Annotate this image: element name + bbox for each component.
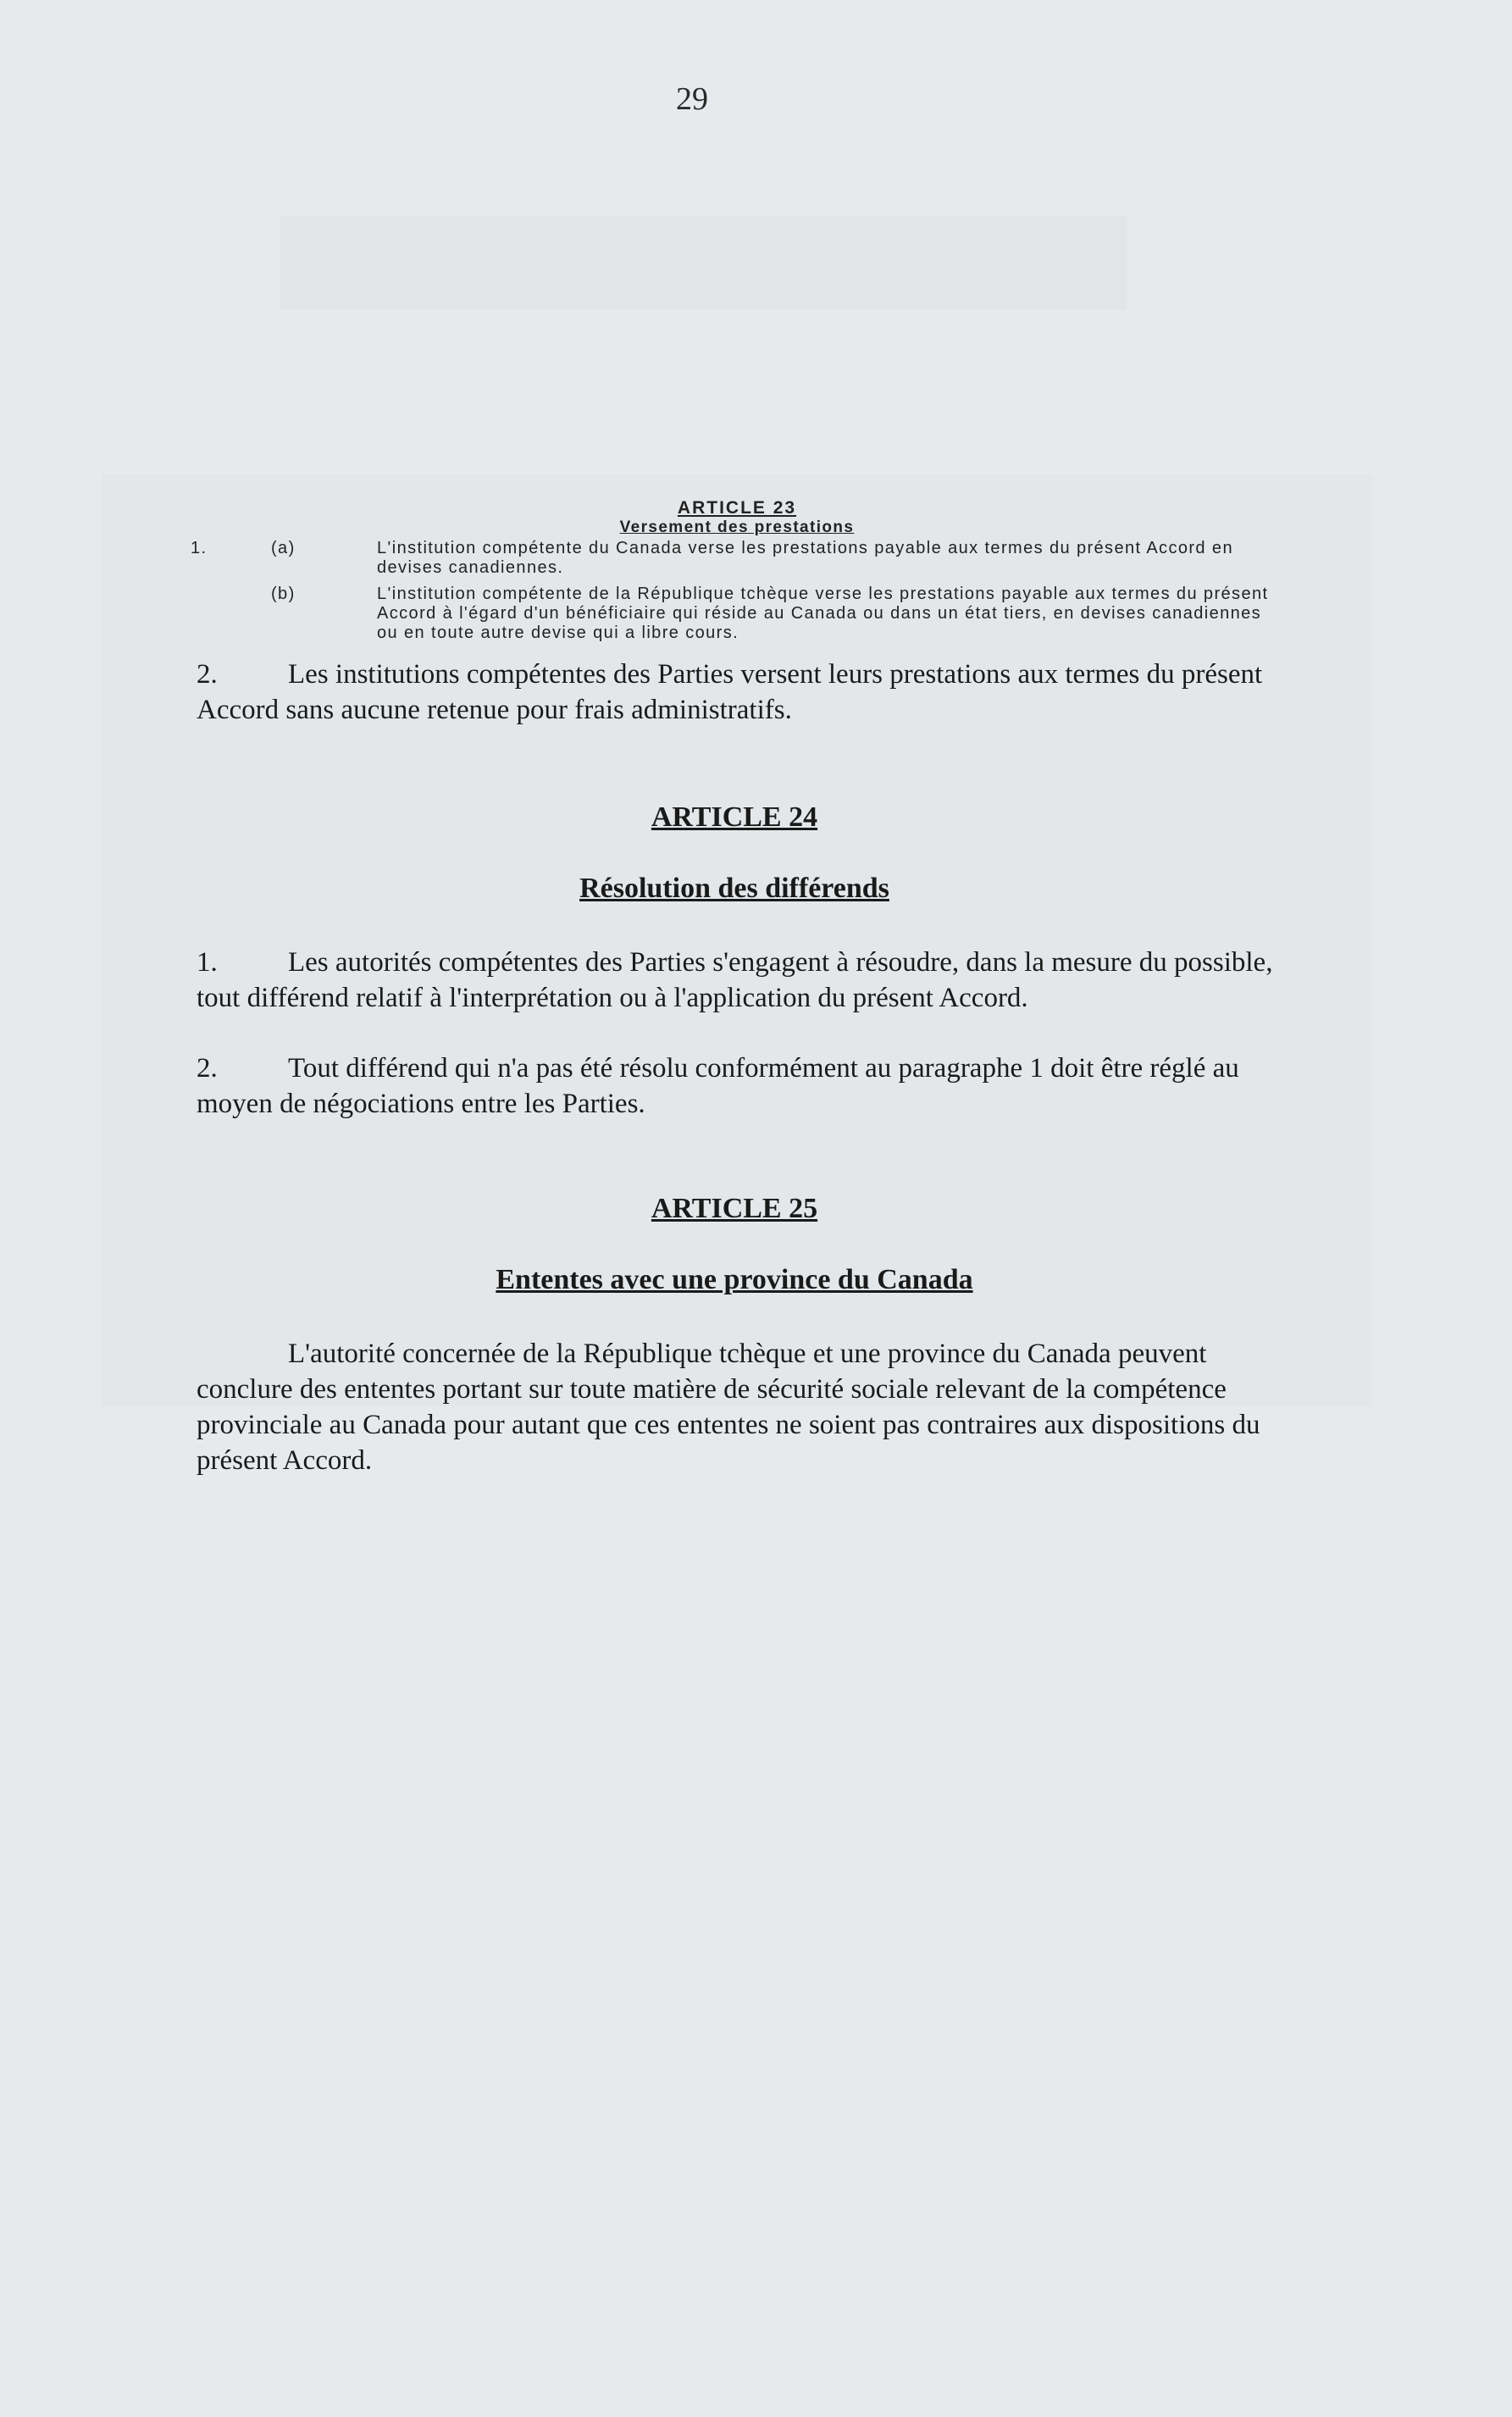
article-23-paragraph-2: [197, 657, 1289, 728]
article-23-para-1-number: 1.: [191, 539, 208, 557]
paragraph-number: 2.: [197, 659, 218, 690]
paragraph-text: Les autorités compétentes des Parties s'engagent à résoudre, dans la mesure du possible, tout différend relatif à l'interprétation ou à l'application du présent Accord.: [197, 947, 1273, 1013]
paragraph-number: 2.: [197, 1053, 218, 1084]
paragraph-text: Tout différend qui n'a pas été résolu conformément au paragraphe 1 doit être réglé au moyen de négociations entre les Parties.: [197, 1053, 1239, 1119]
article-25-subtitle: Ententes avec une province du Canada: [496, 1264, 973, 1295]
article-23-title: ARTICLE 23: [677, 498, 797, 518]
article-23-item-b: [191, 585, 1283, 643]
bleed-through-shade: [280, 216, 1127, 309]
article-24-paragraph-2: [197, 1051, 1289, 1122]
article-25-title: ARTICLE 25: [651, 1193, 818, 1224]
article-24-subtitle: Résolution des différends: [579, 873, 889, 904]
article-25-paragraph: [197, 1336, 1289, 1478]
paragraph-text: L'autorité concernée de la République tchèque et une province du Canada peuvent conclure des ententes portant sur toute matière de sécurité sociale relevant de la compétence provinciale au Canada pour autant que ces ententes ne soient pas contraires aux dispositions du présent Accord.: [197, 1339, 1260, 1476]
article-23-item-a: [191, 539, 1283, 578]
item-text: L'institution compétente de la République tchèque verse les prestations payable aux termes du présent Accord à l'égard d'un bénéficiaire qui réside au Canada ou dans un état tiers, en devises canadiennes ou en toute autre devise qui a libre cours.: [377, 585, 1269, 642]
paragraph-text: Les institutions compétentes des Parties versent leurs prestations aux termes du présent Accord sans aucune retenue pour frais administratifs.: [197, 659, 1263, 725]
item-letter: (a): [271, 539, 296, 557]
page-number: 29: [676, 81, 708, 117]
article-23-subtitle: Versement des prestations: [619, 518, 855, 536]
article-24-paragraph-1: [197, 945, 1289, 1016]
article-23-block: [191, 498, 1283, 650]
item-text: L'institution compétente du Canada verse les prestations payable aux termes du présent Accord en devises canadiennes.: [377, 539, 1233, 577]
spacer: [191, 585, 271, 643]
article-24-title: ARTICLE 24: [651, 801, 818, 833]
item-letter: (b): [271, 585, 296, 603]
paragraph-number: 1.: [197, 947, 218, 978]
